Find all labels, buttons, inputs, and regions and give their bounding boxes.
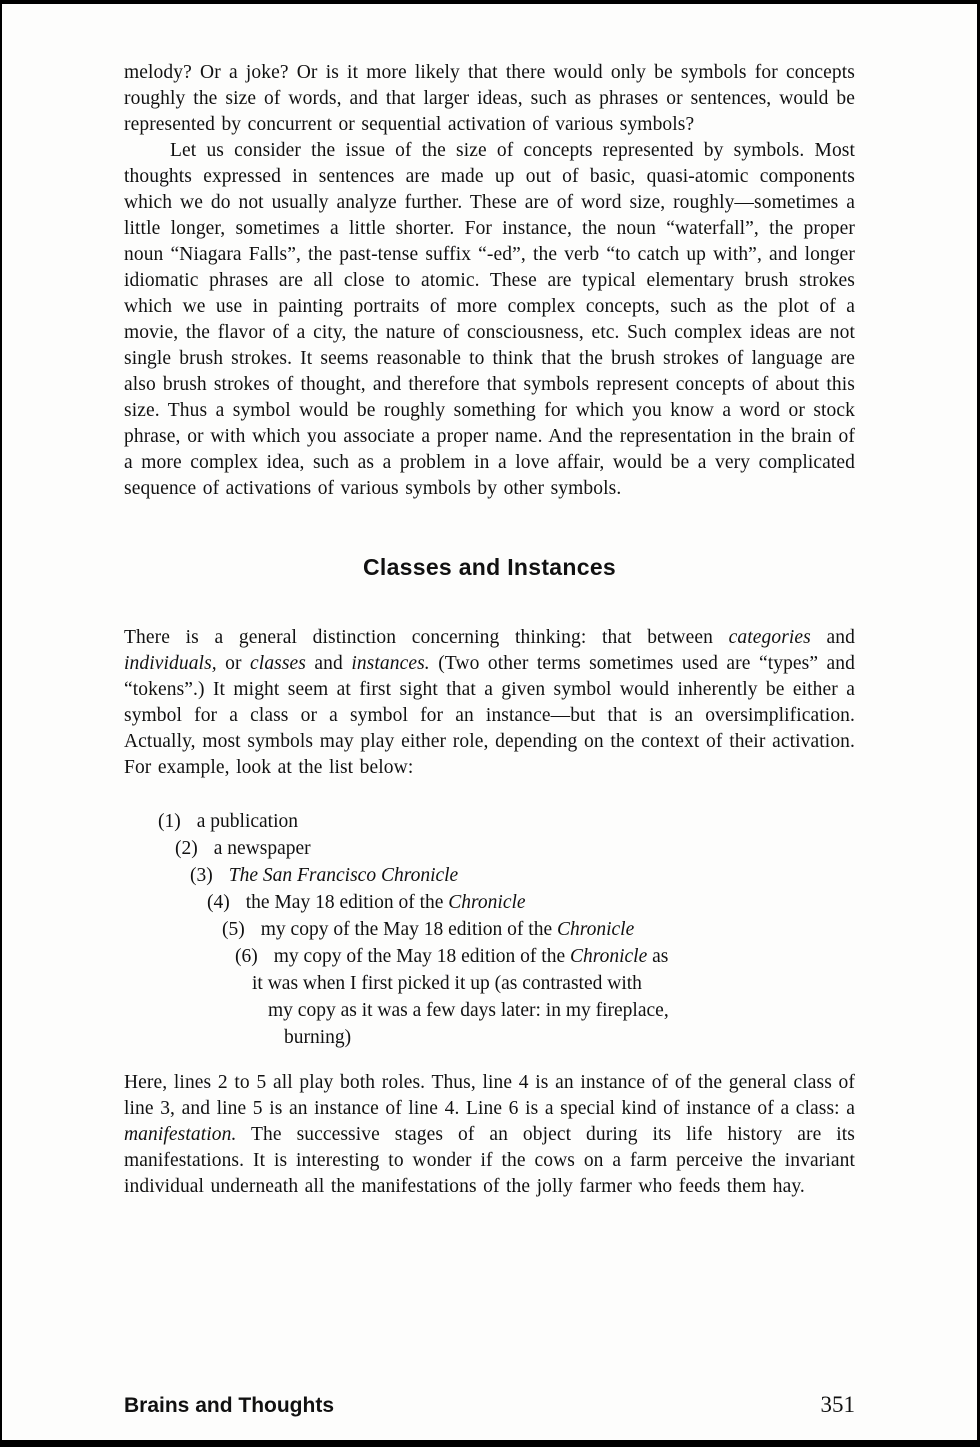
list-text: it was when I first picked it up (as contrasted with	[252, 973, 642, 994]
list-number: (1)	[158, 811, 181, 832]
numbered-list	[124, 808, 855, 1051]
list-item-3	[124, 862, 855, 889]
running-header-chapter: Brains and Thoughts	[124, 1394, 334, 1417]
list-text: the May 18 edition of the Chronicle	[245, 892, 526, 913]
list-number: (5)	[222, 919, 245, 940]
page-number: 351	[820, 1392, 855, 1417]
list-item-6-continuation	[124, 997, 855, 1024]
list-number: (2)	[175, 838, 198, 859]
list-text: The San Francisco Chronicle	[228, 865, 459, 886]
list-number: (6)	[235, 946, 258, 967]
paragraph-symbol-size: Let us consider the issue of the size of concepts represented by symbols. Most thoughts expressed in sentences are made up out of basic, quasi-atomic components which we do not usually analyze further. These are of word size, roughly—sometimes a little longer, sometimes a little shorter. For instance, the noun “waterfall”, the proper noun “Niagara Falls”, the past-tense suffix “-ed”, the verb “to catch up with”, and longer idiomatic phrases are all close to atomic. These are typical elementary brush strokes which we use in painting portraits of more complex concepts, such as the plot of a movie, the flavor of a city, the nature of consciousness, etc. Such complex ideas are not single brush strokes. It seems reasonable to think that the brush strokes of language are also brush strokes of thought, and therefore that symbols represent concepts of about this size. Thus a symbol would be roughly something for which you know a word or stock phrase, or with which you associate a proper name. And the representation in the brain of a more complex idea, such as a problem in a love affair, would be a very complicated sequence of activations of various symbols by other symbols.	[124, 140, 855, 499]
list-item-5	[124, 916, 855, 943]
list-number: (4)	[207, 892, 230, 913]
list-item-4	[124, 889, 855, 916]
list-text: a newspaper	[213, 838, 311, 859]
list-item-6-continuation	[124, 1024, 855, 1051]
paragraph-continuation: melody? Or a joke? Or is it more likely that there would only be symbols for concepts roughly the size of words, and that larger ideas, such as phrases or sentences, would be represented by concurrent or sequential activation of various symbols?	[124, 62, 855, 135]
list-number: (3)	[190, 865, 213, 886]
list-item-6-continuation	[124, 970, 855, 997]
list-text: burning)	[284, 1027, 352, 1048]
section-heading: Classes and Instances	[362, 554, 617, 580]
list-item-2	[124, 835, 855, 862]
list-text: my copy of the May 18 edition of the Chronicle as	[273, 946, 669, 967]
list-text: my copy as it was a few days later: in my fireplace,	[268, 1000, 669, 1021]
list-item-6	[124, 943, 855, 970]
page-footer	[124, 1392, 855, 1418]
page-content	[124, 60, 855, 1200]
list-item-1	[124, 808, 855, 835]
list-text: my copy of the May 18 edition of the Chronicle	[260, 919, 635, 940]
list-text: a publication	[196, 811, 299, 832]
paragraph-manifestation: Here, lines 2 to 5 all play both roles. Thus, line 4 is an instance of of the general class of line 3, and line 5 is an instance of line 4. Line 6 is a special kind of instance of a class: a manifestation. The successive stages of an object during its life history are its manifestations. It is interesting to wonder if the cows on a farm perceive the invariant individual underneath all the manifestations of the jolly farmer who feeds them hay.	[124, 1072, 855, 1197]
paragraph-classes-instances: There is a general distinction concerning thinking: that between categories and individuals, or classes and instances. (Two other terms sometimes used are “types” and “tokens”.) It might seem at first sight that a given symbol would inherently be either a symbol for a class or a symbol for an instance—but that is an oversimplification. Actually, most symbols may play either role, depending on the context of their activation. For example, look at the list below:	[124, 627, 855, 778]
